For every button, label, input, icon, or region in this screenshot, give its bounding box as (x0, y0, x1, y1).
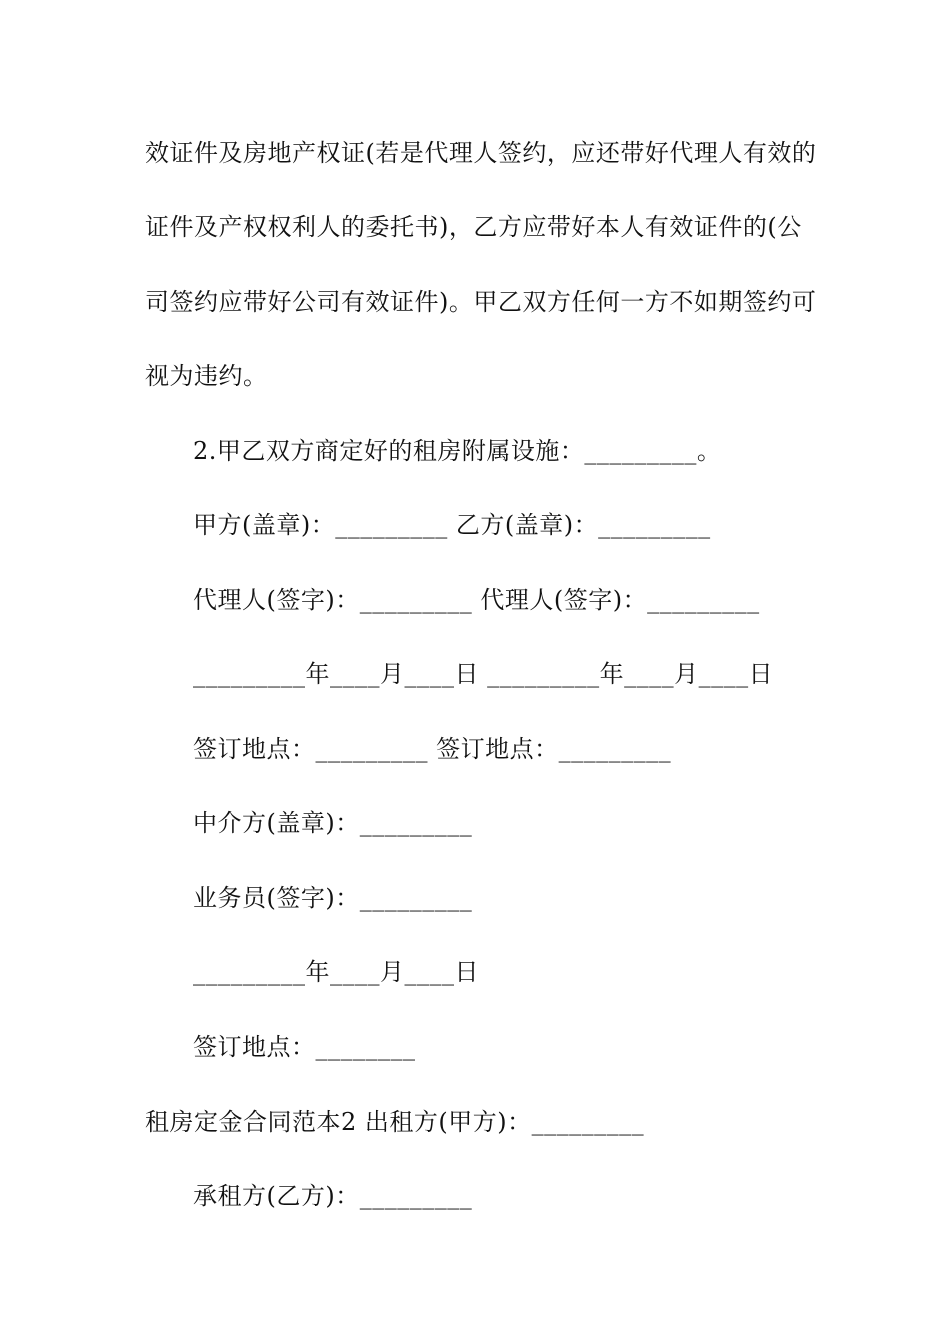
lessee-line: 承租方(乙方)：_________ (193, 1182, 473, 1210)
date-line-single: _________年____月____日 (193, 958, 479, 986)
paragraph-line-4: 视为违约。 (145, 362, 268, 390)
intermediary-seal-line: 中介方(盖章)：_________ (193, 809, 473, 837)
party-seal-line: 甲方(盖章)：_________ 乙方(盖章)：_________ (193, 511, 711, 539)
clerk-signature-line: 业务员(签字)：_________ (193, 884, 473, 912)
agent-signature-line: 代理人(签字)：_________ 代理人(签字)：_________ (193, 586, 760, 614)
contract-2-heading: 租房定金合同范本2 出租方(甲方)：_________ (145, 1108, 645, 1136)
signing-place-pair: 签订地点：_________ 签订地点：_________ (193, 735, 672, 763)
date-line-pair: _________年____月____日 _________年____月____日 (193, 660, 774, 688)
signing-place-single: 签订地点：________ (193, 1033, 416, 1061)
paragraph-line-2: 证件及产权权利人的委托书)，乙方应带好本人有效证件的(公 (145, 213, 802, 241)
clause-2-facilities: 2.甲乙双方商定好的租房附属设施：_________。 (193, 437, 722, 465)
paragraph-line-1: 效证件及房地产权证(若是代理人签约，应还带好代理人有效的 (145, 139, 817, 167)
paragraph-line-3: 司签约应带好公司有效证件)。甲乙双方任何一方不如期签约可 (145, 288, 817, 316)
